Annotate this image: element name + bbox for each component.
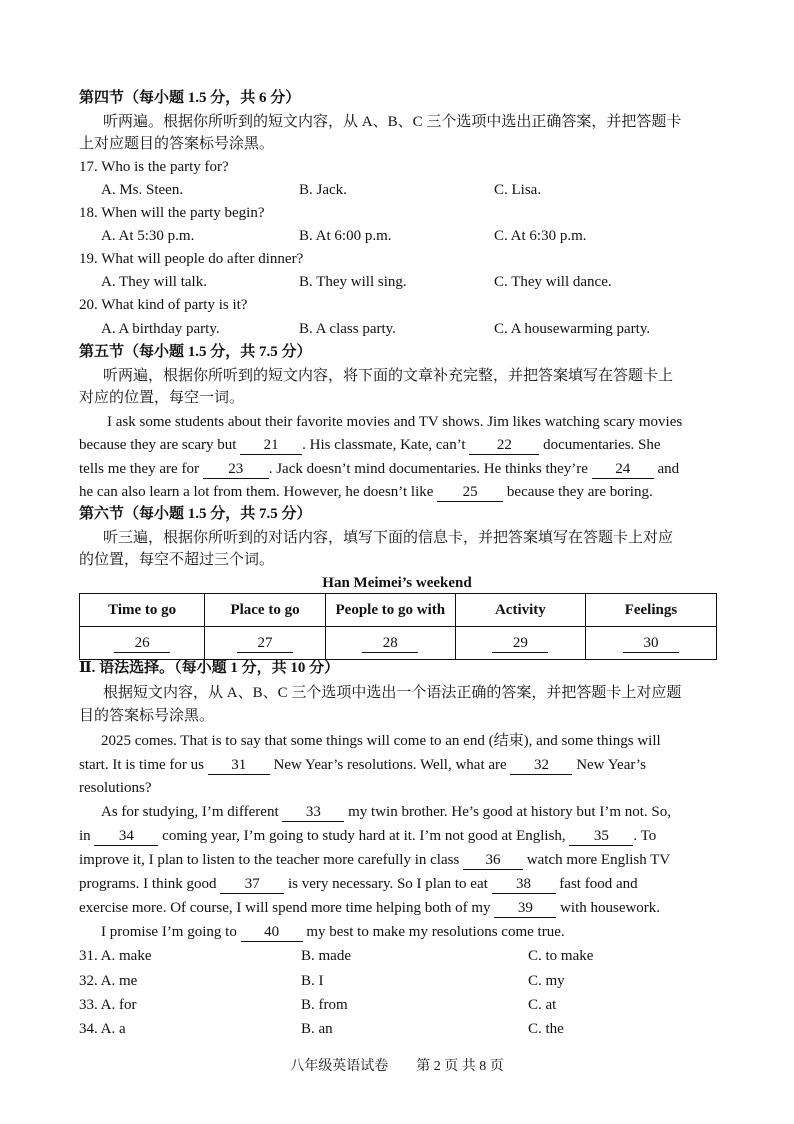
blank-30[interactable]: 30: [623, 634, 679, 653]
info-card-answer-row: [80, 627, 717, 660]
passage2-text: coming year, I’m going to study hard at it. I’m not good at English,: [162, 828, 566, 844]
question-17-option-a[interactable]: A. Ms. Steen.: [101, 182, 184, 198]
passage2-line2: [79, 755, 646, 775]
passage2-text: I promise I’m going to: [101, 924, 237, 940]
passage5-line1: I ask some students about their favorite movies and TV shows. Jim likes watching scary movies: [107, 414, 683, 430]
blank-35[interactable]: 35: [569, 827, 633, 846]
question-17-option-c[interactable]: C. Lisa.: [494, 182, 542, 198]
question-31-option-b[interactable]: B. made: [301, 948, 351, 964]
question-20-option-b[interactable]: B. A class party.: [299, 321, 396, 337]
cell-time: [80, 627, 205, 660]
passage2-text: programs. I think good: [79, 876, 217, 892]
passage2-line7: [79, 874, 638, 894]
blank-38[interactable]: 38: [492, 875, 556, 894]
page-footer: 八年级英语试卷 第 2 页 共 8 页: [290, 1059, 504, 1074]
question-33-option-a[interactable]: 33. A. for: [79, 997, 137, 1013]
part2-instruction-line2: 目的答案标号涂黑。: [79, 708, 215, 724]
blank-28[interactable]: 28: [362, 634, 418, 653]
blank-36[interactable]: 36: [463, 851, 523, 870]
question-19-option-c[interactable]: C. They will dance.: [494, 274, 612, 290]
section5-heading: 第五节（每小题 1.5 分，共 7.5 分）: [79, 344, 312, 360]
question-18-option-b[interactable]: B. At 6:00 p.m.: [299, 228, 392, 244]
question-19-stem: 19. What will people do after dinner?: [79, 251, 304, 267]
passage2-text: fast food and: [559, 876, 638, 892]
question-20-stem: 20. What kind of party is it?: [79, 297, 248, 313]
blank-33[interactable]: 33: [282, 803, 344, 822]
question-20-option-c[interactable]: C. A housewarming party.: [494, 321, 651, 337]
passage2-text: improve it, I plan to listen to the teacher more carefully in class: [79, 852, 460, 868]
passage5-text: . His classmate, Kate, can’t: [302, 437, 466, 453]
cell-people: [325, 627, 455, 660]
header-activity: Activity: [455, 594, 585, 627]
question-31-option-c[interactable]: C. to make: [528, 948, 594, 964]
blank-23[interactable]: 23: [203, 460, 269, 479]
header-time-to-go: Time to go: [80, 594, 205, 627]
passage5-text: tells me they are for: [79, 461, 199, 477]
passage5-line4: [79, 482, 653, 502]
info-card-header-row: [80, 594, 717, 627]
blank-26[interactable]: 26: [114, 634, 170, 653]
blank-37[interactable]: 37: [220, 875, 284, 894]
passage5-text: and: [657, 461, 680, 477]
section6-instruction-line1: 听三遍，根据你所听到的对话内容，填写下面的信息卡，并把答案填写在答题卡上对应: [103, 530, 674, 546]
question-19-option-a[interactable]: A. They will talk.: [101, 274, 207, 290]
passage5-text: because they are boring.: [506, 484, 653, 500]
passage2-text: start. It is time for us: [79, 757, 204, 773]
question-18-option-a[interactable]: A. At 5:30 p.m.: [101, 228, 195, 244]
blank-25[interactable]: 25: [437, 483, 503, 502]
section6-instruction-line2: 的位置，每空不超过三个词。: [79, 552, 275, 568]
passage2-line6: [79, 850, 670, 870]
question-17-option-b[interactable]: B. Jack.: [299, 182, 347, 198]
passage2-line8: [79, 898, 660, 918]
passage2-line3: resolutions?: [79, 780, 152, 796]
info-card-title: Han Meimei’s weekend: [322, 575, 472, 591]
passage2-text: my best to make my resolutions come true.: [306, 924, 565, 940]
question-18-stem: 18. When will the party begin?: [79, 205, 265, 221]
question-31-option-a[interactable]: 31. A. make: [79, 948, 152, 964]
passage2-text: watch more English TV: [526, 852, 671, 868]
blank-34[interactable]: 34: [94, 827, 158, 846]
question-19-option-b[interactable]: B. They will sing.: [299, 274, 407, 290]
section5-instruction-line2: 对应的位置，每空一词。: [79, 390, 245, 406]
blank-40[interactable]: 40: [241, 923, 303, 942]
question-18-option-c[interactable]: C. At 6:30 p.m.: [494, 228, 587, 244]
section6-heading: 第六节（每小题 1.5 分，共 7.5 分）: [79, 506, 312, 522]
passage2-text: my twin brother. He’s good at history but I’m not. So,: [348, 804, 672, 820]
blank-31[interactable]: 31: [208, 756, 270, 775]
header-place-to-go: Place to go: [205, 594, 325, 627]
blank-32[interactable]: 32: [510, 756, 572, 775]
section4-instruction-line1: 听两遍。根据你所听到的短文内容，从 A、B、C 三个选项中选出正确答案，并把答题卡: [103, 114, 682, 130]
passage5-text: because they are scary but: [79, 437, 237, 453]
question-34-option-b[interactable]: B. an: [301, 1021, 333, 1037]
passage2-text: New Year’s: [576, 757, 646, 773]
passage2-text: New Year’s resolutions. Well, what are: [273, 757, 507, 773]
header-feelings: Feelings: [585, 594, 716, 627]
cell-activity: [455, 627, 585, 660]
question-34-option-a[interactable]: 34. A. a: [79, 1021, 126, 1037]
passage2-line4: [101, 802, 671, 822]
cell-feelings: [585, 627, 716, 660]
passage5-line2: [79, 435, 661, 455]
part2-heading: Ⅱ. 语法选择。（每小题 1 分，共 10 分）: [79, 660, 340, 676]
section4-instruction-line2: 上对应题目的答案标号涂黑。: [79, 136, 275, 152]
passage5-line3: [79, 459, 679, 479]
passage2-text: with housework.: [560, 900, 661, 916]
blank-39[interactable]: 39: [494, 899, 556, 918]
section4-heading: 第四节（每小题 1.5 分，共 6 分）: [79, 90, 301, 106]
passage2-line5: [79, 826, 656, 846]
passage2-line1: 2025 comes. That is to say that some things will come to an end (结束), and some things will: [101, 733, 661, 749]
question-32-option-c[interactable]: C. my: [528, 973, 565, 989]
header-people-to-go-with: People to go with: [325, 594, 455, 627]
blank-24[interactable]: 24: [592, 460, 654, 479]
question-17-stem: 17. Who is the party for?: [79, 159, 229, 175]
info-card-table: [79, 593, 717, 660]
section5-instruction-line1: 听两遍，根据你所听到的短文内容，将下面的文章补充完整，并把答案填写在答题卡上: [103, 368, 674, 384]
passage2-text: in: [79, 828, 91, 844]
question-33-option-c[interactable]: C. at: [528, 997, 557, 1013]
question-32-option-a[interactable]: 32. A. me: [79, 973, 138, 989]
passage2-text: As for studying, I’m different: [101, 804, 279, 820]
passage2-text: is very necessary. So I plan to eat: [287, 876, 488, 892]
question-20-option-a[interactable]: A. A birthday party.: [101, 321, 220, 337]
cell-place: [205, 627, 325, 660]
question-34-option-c[interactable]: C. the: [528, 1021, 564, 1037]
blank-22[interactable]: 22: [469, 436, 539, 455]
blank-21[interactable]: 21: [240, 436, 302, 455]
passage5-text: . Jack doesn’t mind documentaries. He thinks they’re: [268, 461, 588, 477]
passage5-text: he can also learn a lot from them. However, he doesn’t like: [79, 484, 434, 500]
passage2-line9: [101, 922, 565, 942]
passage2-text: exercise more. Of course, I will spend more time helping both of my: [79, 900, 491, 916]
blank-29[interactable]: 29: [492, 634, 548, 653]
passage2-text: . To: [633, 828, 657, 844]
blank-27[interactable]: 27: [237, 634, 293, 653]
part2-instruction-line1: 根据短文内容，从 A、B、C 三个选项中选出一个语法正确的答案，并把答题卡上对应题: [103, 685, 682, 701]
question-33-option-b[interactable]: B. from: [301, 997, 348, 1013]
question-32-option-b[interactable]: B. I: [301, 973, 324, 989]
passage5-text: documentaries. She: [543, 437, 661, 453]
